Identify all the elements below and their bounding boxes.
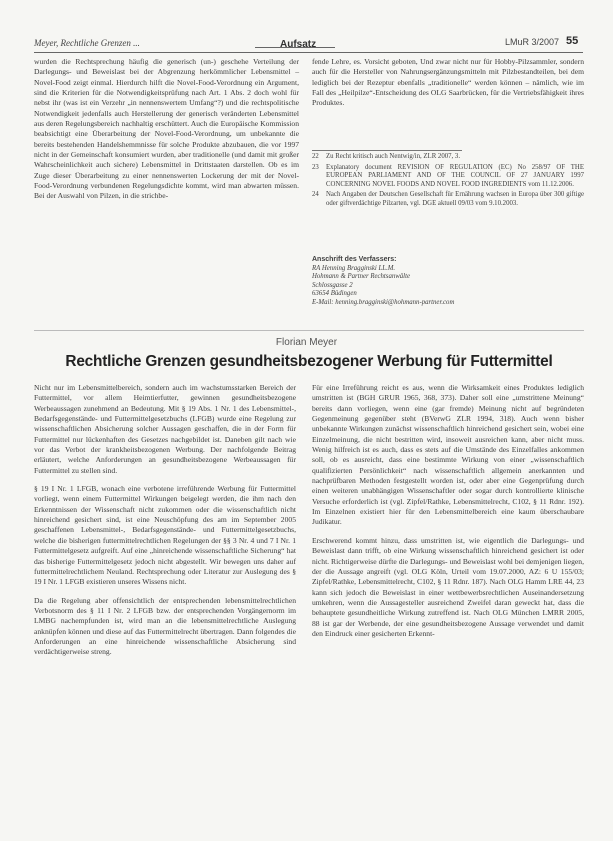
address-title: Anschrift des Verfassers: xyxy=(312,256,397,263)
article-separator xyxy=(34,330,584,331)
footnote-rule xyxy=(312,150,462,151)
upper-left-column xyxy=(34,57,299,202)
journal-issue: LMuR 3/2007 xyxy=(505,37,560,47)
paragraph: Nicht nur im Lebensmittelbereich, sondern auch im wachstumsstarken Bereich der Futtermittel, vor allem Heimtierfutter, gewinnen gesundheitsbezogene Werbeaussagen zunehmend an Bedeutung. Mit § 19 Abs. 1 Nr. 1 des Lebensmittel-, Bedarfsgegenstände- und Futtermittelgesetzbuchs (LFGB) wurde eine Regelung zur wissenschaftlichen Absicherung solcher Aussagen geschaffen, die in der Form für Futtermittel nur lückenhaften des Gesetzes nachgebildet ist. Daneben gilt nach wie vor das Verbot der krankheitsbezogenen Werbung. Der nachfolgende Beitrag erläutert, welche Anforderungen an gesundheitsbezogene Werbeaussagen für Futtermittel zu stellen sind. xyxy=(34,383,296,475)
footnote-text: Nach Angaben der Deutschen Gesellschaft für Ernährung wachsen in Europa über 300 giftige oder giftverdächtige Pilzarten, vgl. DGE aktuell 09/03 vom 9.10.2003. xyxy=(326,191,584,207)
footnote-number: 23 xyxy=(312,163,319,171)
footnotes xyxy=(312,153,584,211)
address-email[interactable]: E-Mail: henning.bragginski@hohmann-partner.com xyxy=(312,298,455,306)
upper-right-column xyxy=(312,57,584,109)
address-line: Schlossgasse 2 xyxy=(312,281,353,289)
article-title: Rechtliche Grenzen gesundheitsbezogener Werbung für Futtermittel xyxy=(65,353,553,370)
footnote xyxy=(312,191,584,208)
paragraph: Da die Regelung aber offensichtlich der entsprechenden lebensmittelrechtlichen Verbotsnorm des § 11 I Nr. 2 LFGB bzw. der entsprechenden Vorgängernorm im LMBG nachempfunden ist, wird man an die lebensmittelrechtliche Auslegung anknüpfen können und diese auf das Futtermittelrecht übertragen. Dann folgendes die Anforderungen an eine hinreichende wissenschaftliche Absicherung sind verdächtigerweise streng. xyxy=(34,595,296,657)
footnote xyxy=(312,153,584,162)
paragraph: § 19 I Nr. 1 LFGB, wonach eine verbotene irreführende Werbung für Futtermittel vorliegt, wenn einem Futtermittel Wirkungen beigelegt werden, die ihm nach den Erkenntnissen der Wissenschaft nicht zukommen oder die wissenschaftlich nicht hinreichend gesichert sind, ist eine Neuschöpfung des am im September 2005 geschaffenen Lebensmittel-, Bedarfsgegenstände- und Futtermittelgesetzbuchs, welche die bisherigen futtermittelrechtlichen Regelungen der §§ 3 Nr. 4 und 7 I Nr. 1 Futtermittelgesetz aufgreift. Auf eine „hinreichende wissenschaftliche Sicherung“ hat das bisherige Futtermittelgesetz jedoch nicht abgestellt. Wir bewegen uns daher auf futtermittelrechtlichem Neuland. Rechtsprechung oder Literatur zur Auslegung des § 19 I Nr. 1 LFGB existieren unseres Wissens nicht. xyxy=(34,484,296,587)
paragraph: Für eine Irreführung reicht es aus, wenn die Wirksamkeit eines Produktes lediglich umstritten ist (BGH GRUR 1965, 368, 373). Daher soll eine „umstrittene Meinung“ bereits dann vorliegen, wenn eine (gar fremde) Meinung nicht auf begründeten Gegenmeinung gegenüber steht (BVerwG ZLR 1994, 318). Auch wenn bisher unbekannte Wirkungen zunächst wissenschaftlich hinreichend gesichert sein, wobei eine Einzelmeinung, die nicht bestritten wird, insoweit ausreichen kann, aber nicht muss. Wenig hilfreich ist es auch, dass es stets auf die Umstände des Einzelfalles ankommen soll, ob es ausreicht, dass eine bestimmte Wirkung von einer „wissenschaftlich qualifizierten Persönlichkeit“ nach wissenschaftlich allgemein anerkannten und nachprüfbaren Methoden festgestellt worden ist, oder aber eine Gegenprüfung durch einen weiteren unabhängigen Wissenschaftler oder sogar durch kontrollierte klinische Versuche erforderlich ist (vgl. Zipfel/Rathke, Lebensmittelrecht, C102, § 11 Rdnr. 192). Im Einzelnen existiert hier für den Lebensmittelbereich eine kaum überschaubare Judikatur. xyxy=(312,383,584,527)
footnote-number: 22 xyxy=(312,153,319,160)
paragraph: Erschwerend kommt hinzu, dass umstritten ist, wie eigentlich die Darlegungs- und Beweislast dann trifft, ob eine Wirkung wissenschaftlich hinreichend gesichert ist oder nicht. Richtigerweise dürfte die Darlegungs- und Beweislast wohl bei demjenigen liegen, der die Aussage angreift (vgl. OLG Köln, Urteil vom 19.07.2000, AZ: 6 U 155/03; Zipfel/Rathke, Lebensmittelrecht, C102, § 11 Rdnr. 187). Nach OLG Hamm LRE 44, 23 kann sich jedoch die Beweislast in einer wettbewerbsrechtlichen Auseinandersetzung umkehren, wenn die Aussagesteller ausreichend Zweifel daran geweckt hat, dass die behauptete gesundheitliche Wirkung zutreffend ist. Nach OLG München LMRR 2005, 88 ist gar der Werbende, der eine gesundheitsbezogene Aussage verwendet und damit den Eindruck einer gesicherten Erkennt- xyxy=(312,535,584,638)
section-label: Aufsatz xyxy=(280,39,317,50)
lower-right-column xyxy=(312,383,584,639)
address-line: 63654 Büdingen xyxy=(312,290,357,298)
paragraph: wurden die Rechtsprechung häufig die generisch (un-) geschehe Verteilung der Darlegungs- und Beweislast bei der Abgrenzung herkömmlicher Lebensmittel – Novel-Food zeigt einmal. Hierdurch hilft die Novel-Food-Verordnung ein Argument, sind die Kriterien für die Notwendigkeitsprüfung nach Art. 1 Abs. 2 doch wohl für nebst ihr (was ist ein Verzehr „in nennenswertem Umfang“?) und die rechtspolitische Notwendigkeit jedenfalls auch Herstellerung der generisch veränderten Lebensmittel aus deren Regelungsbereich nachhaltig erschüttert. Auch die Europäische Kommission beabsichtigt eine Überarbeitung der Novel-Food-Verordnung, um unbekannte die bereits bestehenden Handelshemmnisse für solche Produkte abzubauen, die vor 1997 nicht in der Gemeinschaft konsumiert wurden, aber traditionelle (und damit mit großer Wahrscheinlichkeit auch sichere) Lebensmittel in Drittstaaten darstellen. Ob es im Zuge dieser Überarbeitung zu einer nennenswerten Lockerung der mit der Novel-Food-Verordnung verbundenen Regelungsdichte kommt, wird man abwarten müssen. Bei der Auswahl von Pilzen, in die strichbe- xyxy=(34,57,299,201)
address-line: Hohmann & Partner Rechtsanwälte xyxy=(312,273,410,281)
footnote-text: Zu Recht kritisch auch Nentwig/in, ZLR 2007, 3. xyxy=(326,153,461,160)
running-header-left: Meyer, Rechtliche Grenzen ... xyxy=(34,38,140,48)
author-address xyxy=(312,256,584,308)
paragraph: fende Lehre, es. Vorsicht geboten, Und zwar nicht nur für Hobby-Pilzsammler, sondern auch für die Hersteller von Nahrungsergänzungsmitteln mit Pilzbestandteilen, bei dem lediglich bei der Rezeptur ebenfalls „traditionelle“ werden können – nämlich, wie im Fall des „Heilpilze“-Entscheidung des OLG Saarbrücken, für die Vertriebsfähigkeit ihres Produktes. xyxy=(312,57,584,108)
footnote-text: Explanatory document REVISION OF REGULATION (EC) No 258/97 OF THE EUROPEAN PARLIAMENT AND OF THE COUNCIL OF 27 JANUARY 1997 CONCERNING NOVEL FOODS AND NOVEL FOOD INGREDIENTS vom 11.12.2006. xyxy=(326,163,584,188)
footnote xyxy=(312,164,584,190)
article-author: Florian Meyer xyxy=(275,337,338,348)
lower-left-column xyxy=(34,383,296,658)
address-line: RA Henning Bragginski LL.M. xyxy=(312,264,396,272)
footnote-number: 24 xyxy=(312,191,319,199)
header-rule xyxy=(34,52,583,53)
page-number: 55 xyxy=(566,35,579,47)
